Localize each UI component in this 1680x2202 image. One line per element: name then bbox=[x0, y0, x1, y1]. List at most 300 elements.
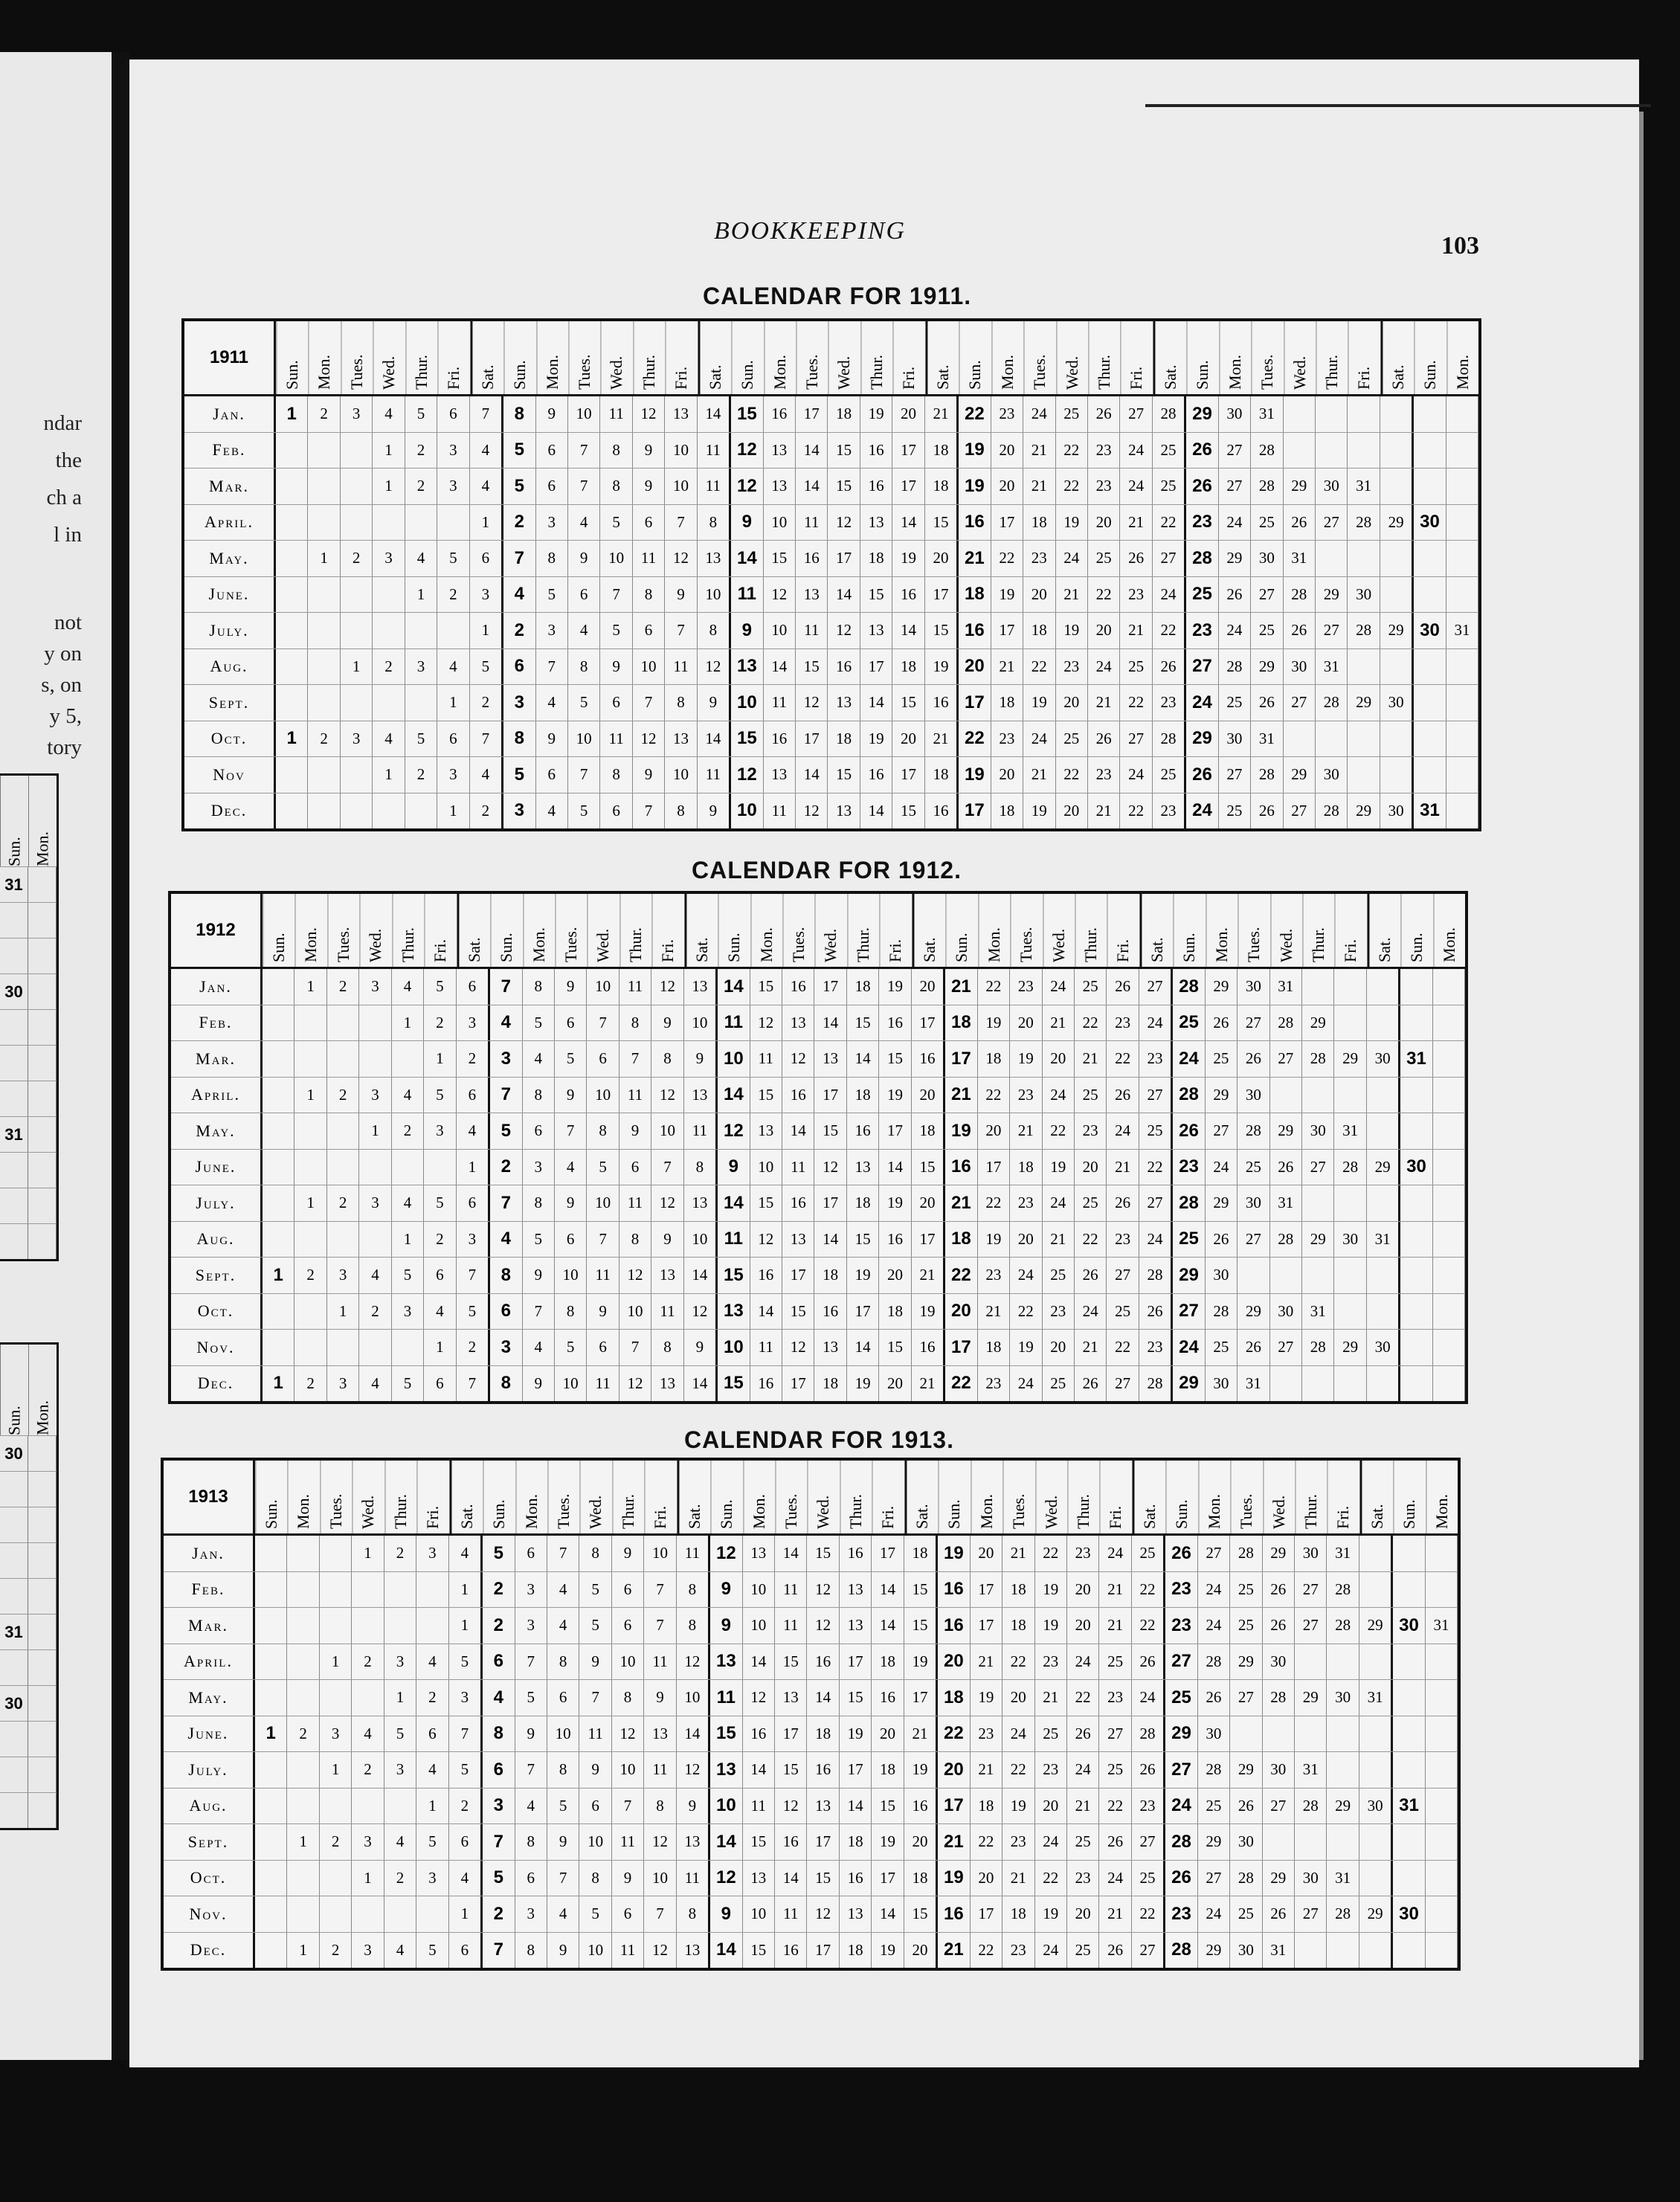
day-cell: 8 bbox=[490, 1258, 522, 1293]
day-cell: 14 bbox=[872, 1608, 904, 1644]
day-cell bbox=[359, 1222, 391, 1258]
day-cell: 9 bbox=[684, 1041, 718, 1077]
day-cell: 21 bbox=[904, 1716, 938, 1752]
day-cell bbox=[1316, 541, 1348, 576]
day-cell: 12 bbox=[782, 1041, 814, 1077]
day-cell bbox=[1414, 541, 1446, 576]
month-row bbox=[171, 1330, 1465, 1366]
day-cell bbox=[276, 469, 308, 504]
day-cell bbox=[1400, 1366, 1432, 1402]
month-row bbox=[164, 1896, 1458, 1933]
day-cell: 4 bbox=[416, 1752, 448, 1788]
month-row bbox=[164, 1644, 1458, 1681]
day-cell: 30 bbox=[1284, 649, 1316, 685]
day-cell: 26 bbox=[1251, 685, 1283, 721]
day-cell: 4 bbox=[352, 1716, 384, 1752]
day-cell: 10 bbox=[743, 1572, 775, 1608]
day-cell: 3 bbox=[515, 1608, 547, 1644]
day-cell: 14 bbox=[860, 685, 892, 721]
mini-table-cell bbox=[28, 1722, 57, 1757]
day-cell: 25 bbox=[1075, 1185, 1107, 1221]
day-cell: 4 bbox=[416, 1644, 448, 1680]
day-cell bbox=[255, 1789, 287, 1824]
day-cell: 20 bbox=[1035, 1789, 1067, 1824]
day-cell: 8 bbox=[677, 1572, 710, 1608]
day-cell: 1 bbox=[373, 757, 405, 793]
day-cell: 1 bbox=[470, 505, 503, 541]
day-cell: 11 bbox=[587, 1258, 619, 1293]
day-of-week-header: Wed. bbox=[828, 321, 860, 394]
month-row bbox=[164, 1608, 1458, 1644]
mini-table-cell bbox=[28, 1224, 57, 1259]
mini-table-row bbox=[0, 1009, 57, 1045]
day-cell bbox=[1426, 1680, 1458, 1716]
day-of-week-header: Wed. bbox=[352, 1461, 384, 1533]
day-cell bbox=[1295, 1644, 1327, 1680]
day-cell: 17 bbox=[872, 1536, 904, 1571]
mini-table-header bbox=[0, 776, 57, 866]
day-cell: 1 bbox=[327, 1294, 359, 1330]
day-cell: 7 bbox=[665, 613, 697, 648]
day-cell bbox=[359, 1150, 391, 1185]
day-cell: 23 bbox=[1165, 1572, 1197, 1608]
day-cell: 23 bbox=[1067, 1536, 1099, 1571]
day-cell: 14 bbox=[718, 969, 750, 1005]
day-cell: 7 bbox=[633, 685, 665, 721]
day-cell: 18 bbox=[814, 1258, 846, 1293]
month-label: June. bbox=[171, 1150, 263, 1185]
day-cell: 15 bbox=[796, 649, 828, 685]
day-cell bbox=[1426, 1861, 1458, 1896]
day-of-week-header: Sun. bbox=[483, 1461, 515, 1533]
day-cell bbox=[1400, 1078, 1432, 1113]
day-cell: 30 bbox=[1316, 469, 1348, 504]
day-cell bbox=[287, 1861, 319, 1896]
day-cell bbox=[352, 1572, 384, 1608]
day-cell: 26 bbox=[1219, 577, 1251, 613]
day-cell: 4 bbox=[437, 649, 469, 685]
day-cell bbox=[1348, 433, 1380, 469]
day-cell: 26 bbox=[1206, 1005, 1238, 1041]
day-cell: 19 bbox=[1002, 1789, 1034, 1824]
day-cell: 30 bbox=[1263, 1752, 1295, 1788]
day-cell: 31 bbox=[1367, 1222, 1400, 1258]
day-of-week-header: Thur. bbox=[405, 321, 437, 394]
day-cell: 18 bbox=[840, 1933, 872, 1968]
day-cell: 8 bbox=[587, 1113, 619, 1149]
day-cell: 19 bbox=[840, 1716, 872, 1752]
day-of-week-header: Sun. bbox=[1400, 894, 1432, 967]
mini-table-row bbox=[0, 902, 57, 938]
day-of-week-header: Fri. bbox=[665, 321, 697, 394]
day-cell: 12 bbox=[750, 1222, 782, 1258]
day-cell: 19 bbox=[971, 1680, 1002, 1716]
day-cell: 18 bbox=[991, 685, 1023, 721]
day-cell: 26 bbox=[1284, 505, 1316, 541]
day-cell: 6 bbox=[515, 1536, 547, 1571]
day-cell: 6 bbox=[633, 613, 665, 648]
day-cell: 22 bbox=[959, 721, 991, 757]
day-cell: 19 bbox=[904, 1752, 938, 1788]
day-cell: 24 bbox=[1075, 1294, 1107, 1330]
day-of-week-header: Mon. bbox=[1206, 894, 1238, 967]
day-cell: 27 bbox=[1139, 1185, 1173, 1221]
day-cell bbox=[276, 613, 308, 648]
day-cell: 2 bbox=[483, 1608, 515, 1644]
day-cell: 6 bbox=[536, 757, 568, 793]
day-cell: 13 bbox=[710, 1752, 742, 1788]
day-cell: 8 bbox=[555, 1294, 587, 1330]
day-cell bbox=[1327, 1644, 1359, 1680]
day-cell: 29 bbox=[1251, 649, 1283, 685]
day-cell bbox=[1359, 1752, 1393, 1788]
day-cell bbox=[405, 793, 437, 829]
day-cell bbox=[1380, 757, 1414, 793]
scan-background bbox=[129, 2067, 1639, 2202]
mini-table-row bbox=[0, 1507, 57, 1542]
calendar-year-label: 1912 bbox=[171, 894, 263, 967]
day-cell: 28 bbox=[1295, 1789, 1327, 1824]
day-cell: 18 bbox=[978, 1041, 1010, 1077]
day-of-week-header: Thur. bbox=[840, 1461, 872, 1533]
day-of-week-header: Thur. bbox=[633, 321, 665, 394]
day-cell: 25 bbox=[1099, 1752, 1131, 1788]
day-cell bbox=[1393, 1680, 1425, 1716]
day-cell bbox=[1348, 757, 1380, 793]
day-cell: 19 bbox=[912, 1294, 945, 1330]
day-cell: 14 bbox=[796, 433, 828, 469]
day-cell bbox=[1393, 1572, 1425, 1608]
day-cell: 20 bbox=[991, 469, 1023, 504]
day-cell: 24 bbox=[1186, 793, 1218, 829]
day-cell: 21 bbox=[971, 1644, 1002, 1680]
day-cell: 1 bbox=[263, 1366, 295, 1402]
day-cell: 20 bbox=[925, 541, 959, 576]
day-cell: 21 bbox=[1099, 1572, 1131, 1608]
day-cell: 12 bbox=[828, 613, 860, 648]
day-cell: 1 bbox=[449, 1608, 483, 1644]
day-cell: 6 bbox=[600, 793, 632, 829]
day-cell: 22 bbox=[1043, 1113, 1075, 1149]
month-label: Oct. bbox=[164, 1861, 255, 1896]
day-cell: 11 bbox=[718, 1005, 750, 1041]
day-of-week-header: Tues. bbox=[1023, 321, 1055, 394]
day-cell: 20 bbox=[1023, 577, 1055, 613]
day-cell: 21 bbox=[1023, 469, 1055, 504]
day-of-week-header: Wed. bbox=[1035, 1461, 1067, 1533]
day-cell: 14 bbox=[743, 1752, 775, 1788]
day-cell bbox=[327, 1113, 359, 1149]
day-of-week-header: Sun. bbox=[718, 894, 750, 967]
day-cell: 28 bbox=[1173, 1078, 1205, 1113]
day-cell: 16 bbox=[959, 613, 991, 648]
mini-table-cell bbox=[28, 1010, 57, 1045]
day-cell: 30 bbox=[1302, 1113, 1334, 1149]
day-cell: 10 bbox=[587, 969, 619, 1005]
day-cell: 15 bbox=[731, 721, 763, 757]
calendar-title-1911: CALENDAR FOR 1911. bbox=[703, 283, 972, 309]
day-cell: 10 bbox=[743, 1896, 775, 1932]
day-cell: 18 bbox=[847, 1078, 879, 1113]
day-cell bbox=[295, 1005, 326, 1041]
mini-table-row bbox=[0, 1188, 57, 1223]
day-cell bbox=[1316, 433, 1348, 469]
day-cell bbox=[1302, 1078, 1334, 1113]
day-of-week-header: Sat. bbox=[912, 894, 945, 967]
day-cell: 20 bbox=[991, 757, 1023, 793]
day-cell bbox=[1327, 1752, 1359, 1788]
day-cell: 22 bbox=[1139, 1150, 1173, 1185]
day-cell: 21 bbox=[925, 721, 959, 757]
day-cell: 22 bbox=[1153, 613, 1186, 648]
day-cell bbox=[359, 1330, 391, 1365]
day-cell: 23 bbox=[1153, 685, 1186, 721]
day-cell: 5 bbox=[416, 1824, 448, 1860]
mini-table-cell bbox=[0, 1757, 28, 1792]
day-cell: 7 bbox=[490, 1078, 522, 1113]
day-cell: 4 bbox=[483, 1680, 515, 1716]
month-row bbox=[171, 1041, 1465, 1078]
day-cell: 12 bbox=[807, 1572, 839, 1608]
day-cell: 27 bbox=[1238, 1005, 1269, 1041]
day-cell: 1 bbox=[320, 1752, 352, 1788]
day-cell: 18 bbox=[978, 1330, 1010, 1365]
day-of-week-header: Tues. bbox=[1238, 894, 1269, 967]
day-cell: 13 bbox=[782, 1222, 814, 1258]
day-cell: 9 bbox=[547, 1933, 579, 1968]
day-cell bbox=[276, 433, 308, 469]
day-cell: 29 bbox=[1380, 613, 1414, 648]
day-of-week-header: Thur. bbox=[1088, 321, 1120, 394]
day-cell: 25 bbox=[1186, 577, 1218, 613]
day-cell: 25 bbox=[1219, 793, 1251, 829]
day-cell: 3 bbox=[457, 1005, 490, 1041]
day-cell: 8 bbox=[698, 613, 731, 648]
day-cell: 3 bbox=[384, 1752, 416, 1788]
day-cell: 19 bbox=[847, 1258, 879, 1293]
day-cell: 20 bbox=[1088, 613, 1120, 648]
day-cell: 20 bbox=[1002, 1680, 1034, 1716]
day-cell: 20 bbox=[904, 1933, 938, 1968]
month-row bbox=[171, 969, 1465, 1005]
day-cell: 13 bbox=[860, 613, 892, 648]
day-cell: 9 bbox=[651, 1222, 683, 1258]
day-cell: 10 bbox=[547, 1716, 579, 1752]
day-cell: 24 bbox=[1099, 1861, 1131, 1896]
day-cell: 18 bbox=[872, 1752, 904, 1788]
day-cell: 26 bbox=[1075, 1366, 1107, 1402]
day-cell bbox=[308, 793, 340, 829]
day-cell bbox=[352, 1789, 384, 1824]
day-cell: 30 bbox=[1230, 1933, 1262, 1968]
day-cell bbox=[263, 1150, 295, 1185]
day-cell bbox=[1334, 1078, 1366, 1113]
day-cell: 24 bbox=[1023, 396, 1055, 432]
day-cell: 18 bbox=[925, 433, 959, 469]
day-cell: 1 bbox=[437, 685, 469, 721]
day-cell: 29 bbox=[1198, 1824, 1230, 1860]
day-cell: 14 bbox=[750, 1294, 782, 1330]
day-cell bbox=[1359, 1861, 1393, 1896]
day-cell bbox=[1380, 469, 1414, 504]
mini-table-cell bbox=[28, 903, 57, 938]
day-cell: 20 bbox=[1010, 1222, 1042, 1258]
day-cell: 27 bbox=[1302, 1150, 1334, 1185]
day-cell: 27 bbox=[1219, 757, 1251, 793]
day-cell: 15 bbox=[718, 1258, 750, 1293]
day-cell: 24 bbox=[1067, 1752, 1099, 1788]
day-cell: 17 bbox=[938, 1789, 970, 1824]
day-cell: 30 bbox=[1400, 1150, 1432, 1185]
day-cell bbox=[1433, 1222, 1465, 1258]
day-cell: 9 bbox=[698, 793, 731, 829]
day-cell: 13 bbox=[764, 433, 796, 469]
day-cell: 22 bbox=[1120, 793, 1152, 829]
mini-table-cell bbox=[0, 1507, 28, 1542]
day-cell: 7 bbox=[547, 1536, 579, 1571]
day-cell: 18 bbox=[1023, 613, 1055, 648]
mini-table-cell bbox=[28, 1543, 57, 1578]
day-cell: 14 bbox=[872, 1896, 904, 1932]
day-cell: 3 bbox=[384, 1644, 416, 1680]
day-cell: 2 bbox=[483, 1572, 515, 1608]
day-cell: 30 bbox=[1414, 613, 1446, 648]
day-cell: 2 bbox=[457, 1041, 490, 1077]
day-cell: 28 bbox=[1316, 685, 1348, 721]
day-cell: 18 bbox=[892, 649, 924, 685]
day-cell bbox=[1348, 649, 1380, 685]
day-cell bbox=[1380, 541, 1414, 576]
day-cell: 1 bbox=[424, 1041, 456, 1077]
day-cell: 13 bbox=[814, 1330, 846, 1365]
day-cell: 28 bbox=[1230, 1861, 1262, 1896]
calendar-title-1912: CALENDAR FOR 1912. bbox=[692, 857, 962, 883]
day-cell: 1 bbox=[295, 1078, 326, 1113]
day-cell bbox=[1393, 1644, 1425, 1680]
mini-table-row bbox=[0, 1542, 57, 1578]
day-of-week-header: Fri. bbox=[651, 894, 683, 967]
day-of-week-header: Wed. bbox=[587, 894, 619, 967]
day-cell: 25 bbox=[1088, 541, 1120, 576]
day-cell: 16 bbox=[938, 1572, 970, 1608]
month-label: July. bbox=[184, 613, 276, 648]
day-cell: 9 bbox=[731, 505, 763, 541]
mini-table-cell: 31 bbox=[0, 1117, 28, 1152]
day-cell: 8 bbox=[503, 721, 535, 757]
day-cell: 1 bbox=[352, 1861, 384, 1896]
day-cell: 21 bbox=[925, 396, 959, 432]
day-of-week-header: Fri. bbox=[1107, 894, 1139, 967]
day-cell: 30 bbox=[1393, 1896, 1425, 1932]
day-of-week-header: Sat. bbox=[1132, 1461, 1165, 1533]
day-cell bbox=[416, 1608, 448, 1644]
day-cell: 17 bbox=[775, 1716, 807, 1752]
day-cell: 5 bbox=[579, 1572, 611, 1608]
day-cell bbox=[1433, 1113, 1465, 1149]
day-cell bbox=[263, 1185, 295, 1221]
day-cell: 21 bbox=[1088, 685, 1120, 721]
day-cell: 21 bbox=[1023, 757, 1055, 793]
day-cell bbox=[1426, 1752, 1458, 1788]
day-cell: 8 bbox=[483, 1716, 515, 1752]
day-cell: 23 bbox=[1173, 1150, 1205, 1185]
day-cell: 3 bbox=[424, 1113, 456, 1149]
day-cell: 21 bbox=[912, 1366, 945, 1402]
day-cell: 17 bbox=[971, 1572, 1002, 1608]
day-cell: 8 bbox=[515, 1933, 547, 1968]
day-cell bbox=[1446, 396, 1478, 432]
day-cell: 19 bbox=[872, 1824, 904, 1860]
mini-table-row bbox=[0, 1578, 57, 1614]
day-cell: 19 bbox=[938, 1536, 970, 1571]
day-cell: 15 bbox=[925, 505, 959, 541]
month-row bbox=[164, 1680, 1458, 1716]
day-cell bbox=[1327, 1824, 1359, 1860]
day-cell: 31 bbox=[1334, 1113, 1366, 1149]
day-cell: 1 bbox=[352, 1536, 384, 1571]
month-label: Jan. bbox=[164, 1536, 255, 1571]
day-cell: 26 bbox=[1088, 721, 1120, 757]
day-of-week-header: Sun. bbox=[1414, 321, 1446, 394]
day-cell: 21 bbox=[1075, 1330, 1107, 1365]
day-cell: 21 bbox=[991, 649, 1023, 685]
day-cell: 13 bbox=[840, 1572, 872, 1608]
day-cell: 18 bbox=[904, 1861, 938, 1896]
day-cell: 12 bbox=[651, 1185, 683, 1221]
top-rule bbox=[1145, 104, 1651, 107]
day-cell: 23 bbox=[1165, 1896, 1197, 1932]
day-cell: 13 bbox=[731, 649, 763, 685]
day-cell: 6 bbox=[457, 1078, 490, 1113]
day-cell: 12 bbox=[710, 1861, 742, 1896]
day-cell: 18 bbox=[925, 469, 959, 504]
day-cell: 17 bbox=[860, 649, 892, 685]
day-cell: 26 bbox=[1165, 1536, 1197, 1571]
day-of-week-header: Wed. bbox=[359, 894, 391, 967]
day-of-week-header: Wed. bbox=[579, 1461, 611, 1533]
mini-table-cell bbox=[28, 1046, 57, 1081]
day-cell: 10 bbox=[684, 1222, 718, 1258]
day-cell: 16 bbox=[775, 1824, 807, 1860]
day-cell: 2 bbox=[490, 1150, 522, 1185]
day-cell: 4 bbox=[523, 1041, 555, 1077]
day-cell bbox=[1367, 1185, 1400, 1221]
month-row bbox=[171, 1366, 1465, 1402]
day-cell bbox=[287, 1572, 319, 1608]
day-cell: 27 bbox=[1251, 577, 1283, 613]
day-cell: 23 bbox=[1043, 1294, 1075, 1330]
day-cell: 29 bbox=[1165, 1716, 1197, 1752]
day-cell: 3 bbox=[523, 1150, 555, 1185]
day-cell: 20 bbox=[879, 1366, 911, 1402]
day-cell bbox=[1295, 1716, 1327, 1752]
day-cell: 1 bbox=[373, 469, 405, 504]
day-cell: 9 bbox=[710, 1608, 742, 1644]
day-cell: 10 bbox=[731, 685, 763, 721]
day-cell: 27 bbox=[1295, 1896, 1327, 1932]
mini-table-cell bbox=[0, 1650, 28, 1685]
day-of-week-header: Wed. bbox=[373, 321, 405, 394]
day-cell: 24 bbox=[1010, 1366, 1042, 1402]
day-cell: 24 bbox=[1120, 757, 1152, 793]
day-cell: 8 bbox=[619, 1005, 651, 1041]
day-cell: 7 bbox=[470, 721, 503, 757]
day-cell: 31 bbox=[1270, 969, 1302, 1005]
day-cell: 30 bbox=[1263, 1644, 1295, 1680]
day-cell: 23 bbox=[1075, 1113, 1107, 1149]
day-cell: 4 bbox=[392, 1078, 424, 1113]
day-cell: 21 bbox=[1120, 613, 1152, 648]
